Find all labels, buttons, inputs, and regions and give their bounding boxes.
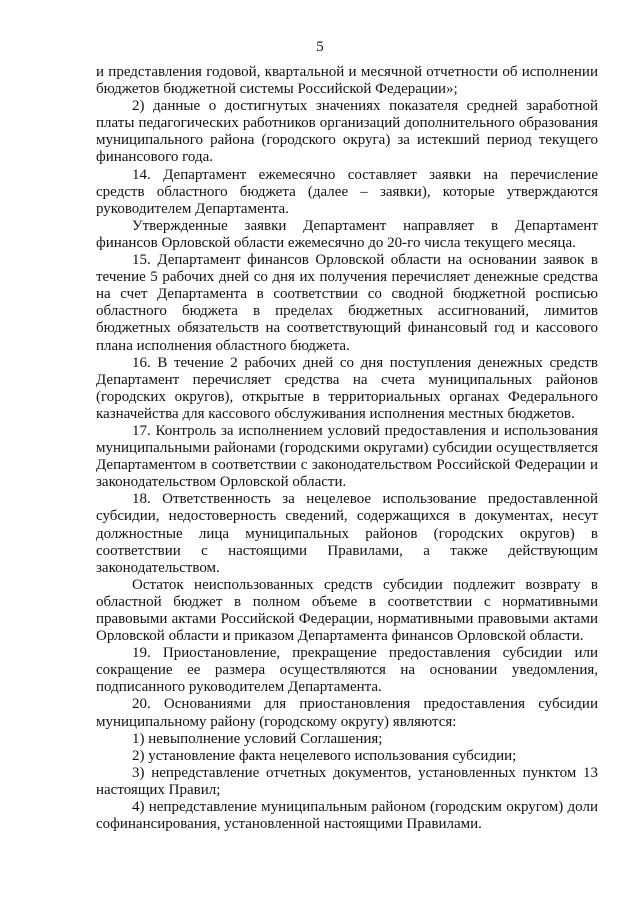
paragraph: 17. Контроль за исполнением условий предоставления и использования муниципальными районами (городскими округами) субсидии осуществляется Департаментом в соответствии с законодательством Российской Федерации и законодательством Орловской области. <box>96 422 598 491</box>
paragraph: и представления годовой, квартальной и месячной отчетности об исполнении бюджетов бюджетной системы Российской Федерации»; <box>96 64 598 98</box>
paragraph: Остаток неиспользованных средств субсидии подлежит возврату в областной бюджет в полном объеме в соответствии с нормативными правовыми актами Российской Федерации, нормативными правовыми актами Орловской области и приказом Департамента финансов Орловской области. <box>96 576 598 645</box>
paragraph: 15. Департамент финансов Орловской области на основании заявок в течение 5 рабочих дней со дня их получения перечисляет денежные средства на счет Департамента в соответствии со сводной бюджетной росписью областного бюджета в пределах бюджетных ассигнований, лимитов бюджетных обязательств на соответствующий финансовый год и кассового плана исполнения областного бюджета. <box>96 252 598 354</box>
paragraph: 1) невыполнение условий Соглашения; <box>132 730 383 747</box>
paragraph: 18. Ответственность за нецелевое использование предоставленной субсидии, недостоверность сведений, содержащихся в документах, несут должностные лица муниципальных районов (городских округов) в соответствии с настоящими Правилами, а также действующим законодательством. <box>96 491 598 576</box>
paragraph: 19. Приостановление, прекращение предоставления субсидии или сокращение ее размера осуществляются на основании уведомления, подписанного руководителем Департамента. <box>96 645 598 696</box>
paragraph: 3) непредставление отчетных документов, установленных пунктом 13 настоящих Правил; <box>96 764 598 798</box>
page-number: 5 <box>316 39 324 55</box>
paragraph: 4) непредставление муниципальным районом (городским округом) доли софинансирования, установленной настоящими Правилами. <box>96 799 598 833</box>
paragraph: 2) данные о достигнутых значениях показателя средней заработной платы педагогических работников организаций дополнительного образования муниципального района (городского округа) за истекший период текущего финансового года. <box>96 98 598 166</box>
paragraph: 16. В течение 2 рабочих дней со дня поступления денежных средств Департамент перечисляет средства на счета муниципальных районов (городских округов), открытые в территориальных органах Федерального казначейства для кассового обслуживания исполнения местных бюджетов. <box>96 354 598 422</box>
paragraph: Утвержденные заявки Департамент направляет в Департамент финансов Орловской области ежемесячно до 20-го числа текущего месяца. <box>96 217 598 251</box>
paragraph: 20. Основаниями для приостановления предоставления субсидии муниципальному району (городскому округу) являются: <box>96 696 598 730</box>
paragraph: 14. Департамент ежемесячно составляет заявки на перечисление средств областного бюджета (далее – заявки), которые утверждаются руководителем Департамента. <box>96 166 598 217</box>
paragraph: 2) установление факта нецелевого использования субсидии; <box>132 747 517 764</box>
document-body <box>96 64 598 833</box>
